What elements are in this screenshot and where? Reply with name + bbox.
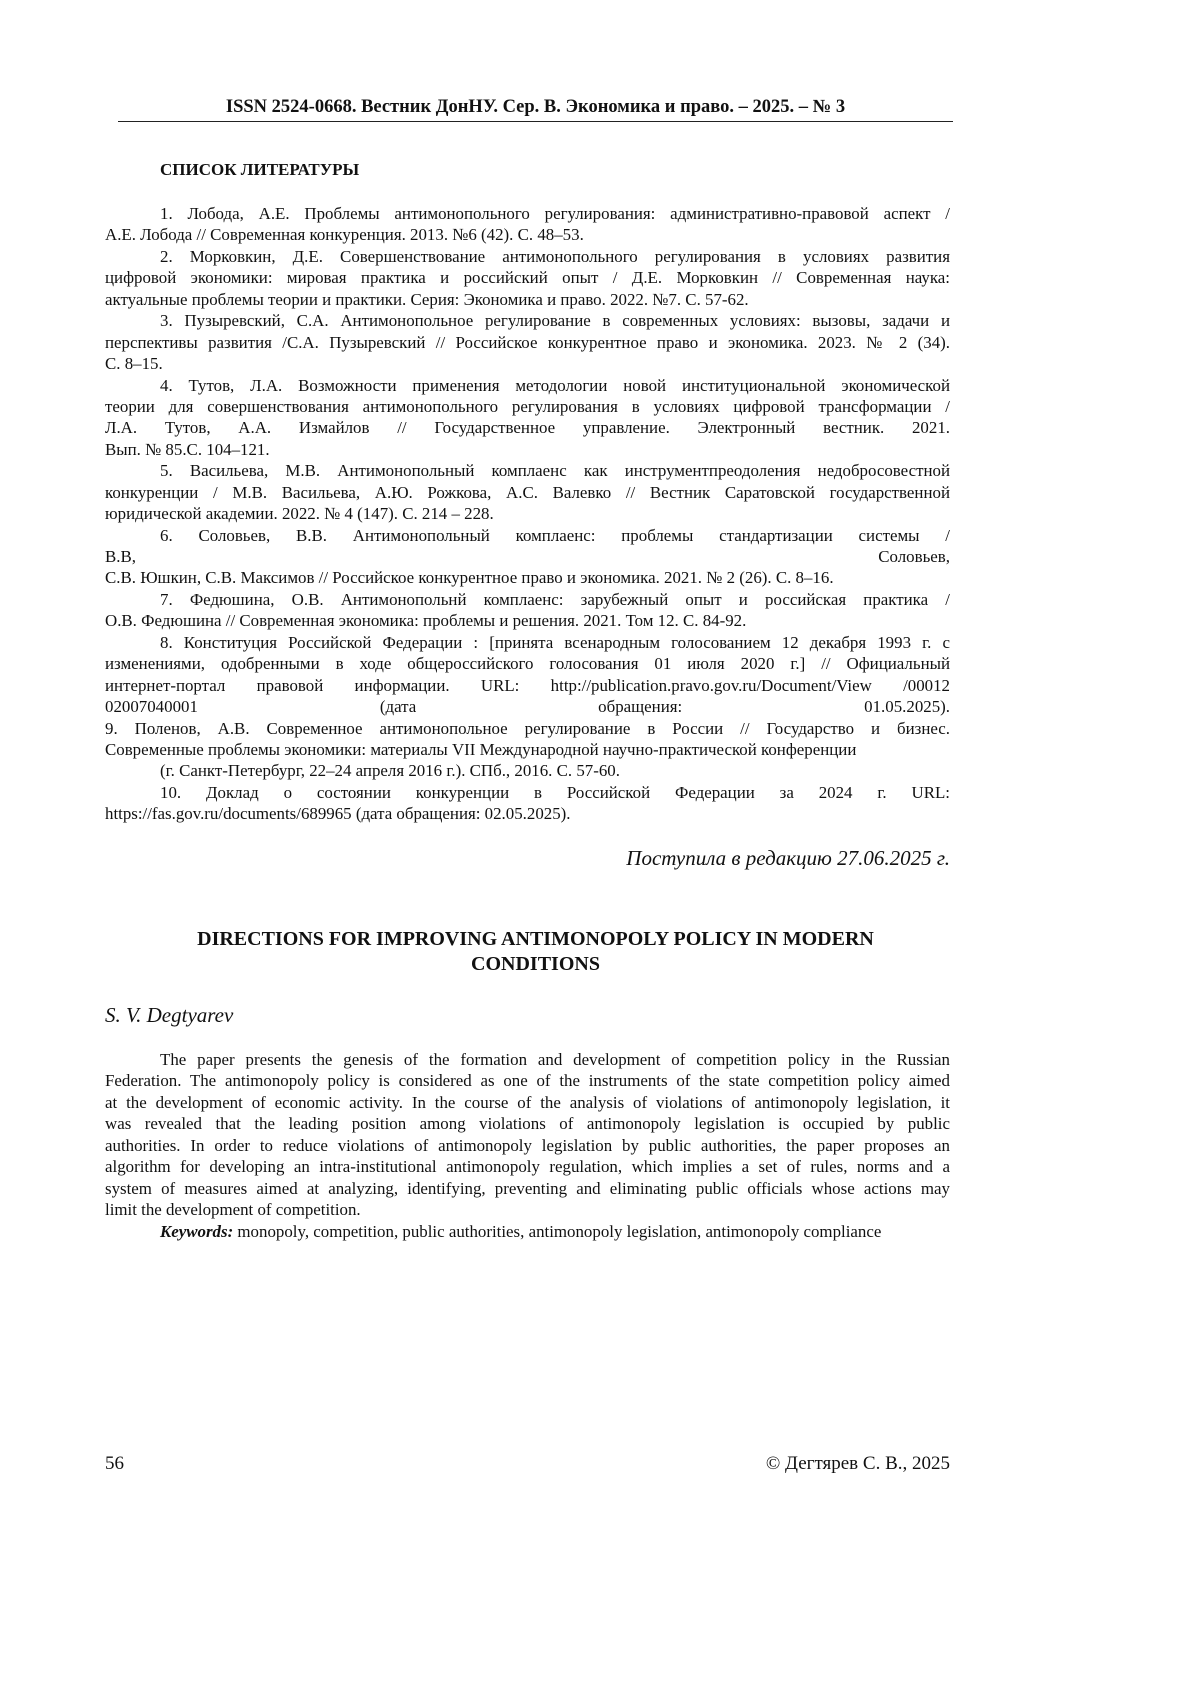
reference-line: (г. Санкт-Петербург, 22–24 апреля 2016 г.). СПб., 2016. С. 57-60. bbox=[160, 761, 620, 781]
abstract bbox=[105, 1049, 950, 1242]
reference-line: 1. Лобода, А.Е. Проблемы антимонопольного регулирования: административно-правовой аспект / bbox=[160, 204, 950, 223]
references-heading: СПИСОК ЛИТЕРАТУРЫ bbox=[160, 160, 360, 179]
abstract-line: at the development of economic activity. In the course of the analysis of violations of antimonopoly legislation, it bbox=[105, 1092, 950, 1112]
reference-line: актуальные проблемы теории и практики. Серия: Экономика и право. 2022. №7. С. 57-62. bbox=[105, 289, 749, 309]
reference-line: 5. Васильева, М.В. Антимонопольный комплаенс как инструментпреодоления недобросовестной bbox=[160, 461, 950, 481]
reference-line: 02007040001 (дата обращения: 01.05.2025). bbox=[105, 697, 950, 717]
reference-line: С. 8–15. bbox=[105, 354, 163, 374]
reference-line: В.В, Соловьев, bbox=[105, 547, 950, 566]
reference-line: Л.А. Тутов, А.А. Измайлов // Государственное управление. Электронный вестник. 2021. bbox=[105, 418, 950, 438]
running-header: ISSN 2524-0668. Вестник ДонНУ. Сер. В. Экономика и право. – 2025. – № 3 bbox=[225, 97, 846, 117]
reference-line: О.В. Федюшина // Современная экономика: проблемы и решения. 2021. Том 12. С. 84-92. bbox=[105, 611, 747, 631]
english-title-line: DIRECTIONS FOR IMPROVING ANTIMONOPOLY POLICY IN MODERN bbox=[197, 928, 874, 950]
reference-line: 8. Конституция Российской Федерации : [принята всенародным голосованием 12 декабря 1993 г. с bbox=[160, 632, 950, 652]
english-title-line: CONDITIONS bbox=[471, 953, 600, 975]
reference-line: юридической академии. 2022. № 4 (147). С. 214 – 228. bbox=[105, 504, 494, 524]
reference-line: 4. Тутов, Л.А. Возможности применения методологии новой институциональной экономической bbox=[160, 375, 950, 395]
abstract-line: The paper presents the genesis of the formation and development of competition policy in the Russian bbox=[160, 1050, 950, 1069]
reference-line: 7. Федюшина, О.В. Антимонопольнй комплаенс: зарубежный опыт и российская практика / bbox=[160, 589, 950, 609]
keywords-label: Keywords: bbox=[160, 1221, 234, 1241]
reference-list bbox=[105, 203, 950, 825]
reference-line: 3. Пузыревский, С.А. Антимонопольное регулирование в современных условиях: вызовы, задачи и bbox=[160, 311, 950, 331]
keywords-line bbox=[105, 1221, 950, 1242]
abstract-line: was revealed that the leading position among violations of antimonopoly legislation is occupied by public bbox=[105, 1114, 950, 1134]
copyright: © Дегтярев С. В., 2025 bbox=[765, 1453, 950, 1474]
reference-line: изменениями, одобренными в ходе общероссийского голосования 01 июля 2020 г.] // Официальный bbox=[105, 654, 950, 674]
english-title bbox=[118, 927, 953, 977]
abstract-line: algorithm for developing an intra-institutional antimonopoly regulation, which implies a set of rules, norms and a bbox=[105, 1157, 950, 1177]
abstract-line: Federation. The antimonopoly policy is considered as one of the instruments of the state competition policy aimed bbox=[105, 1071, 950, 1091]
reference-line: Вып. № 85.С. 104–121. bbox=[105, 439, 270, 459]
page-number: 56 bbox=[105, 1453, 124, 1474]
abstract-line: authorities. In order to reduce violations of antimonopoly legislation by public authorities, the paper proposes an bbox=[105, 1135, 950, 1155]
reference-line: 10. Доклад о состоянии конкуренции в Российской Федерации за 2024 г. URL: bbox=[160, 782, 950, 802]
reference-line: 2. Морковкин, Д.Е. Совершенствование антимонопольного регулирования в условиях развития bbox=[160, 246, 950, 266]
keywords-text: monopoly, competition, public authorities, antimonopoly legislation, antimonopoly compliance bbox=[233, 1221, 882, 1241]
reference-line: цифровой экономики: мировая практика и российский опыт / Д.Е. Морковкин // Современная наука: bbox=[105, 268, 950, 288]
header-divider bbox=[118, 121, 953, 122]
author-name: S. V. Degtyarev bbox=[105, 1003, 234, 1027]
reference-line: А.Е. Лобода // Современная конкуренция. 2013. №6 (42). С. 48–53. bbox=[105, 225, 584, 245]
reference-line: перспективы развития /С.А. Пузыревский // Российское конкурентное право и экономика. 2023. № 2 (34). bbox=[105, 332, 950, 352]
abstract-line: system of measures aimed at analyzing, identifying, preventing and eliminating public officials whose actions may bbox=[105, 1178, 950, 1198]
reference-line: теории для совершенствования антимонопольного регулирования в условиях цифровой трансформации / bbox=[105, 396, 950, 416]
reference-line: конкуренции / М.В. Васильева, А.Ю. Рожкова, А.С. Валевко // Вестник Саратовской государственной bbox=[105, 482, 950, 502]
reference-line: интернет-портал правовой информации. URL: http://publication.pravo.gov.ru/Document/View /00012 bbox=[105, 675, 950, 695]
reference-line: Современные проблемы экономики: материалы VII Международной научно-практической конференции bbox=[105, 739, 857, 759]
received-date: Поступила в редакцию 27.06.2025 г. bbox=[626, 846, 950, 870]
reference-line: 6. Соловьев, В.В. Антимонопольный комплаенс: проблемы стандартизации системы / bbox=[160, 525, 950, 545]
reference-line: https://fas.gov.ru/documents/689965 (дата обращения: 02.05.2025). bbox=[105, 804, 571, 824]
reference-line: С.В. Юшкин, С.В. Максимов // Российское конкурентное право и экономика. 2021. № 2 (26). С. 8–16. bbox=[105, 568, 834, 588]
abstract-line: limit the development of competition. bbox=[105, 1200, 361, 1220]
reference-line: 9. Поленов, А.В. Современное антимонопольное регулирование в России // Государство и бизнес. bbox=[105, 718, 950, 738]
